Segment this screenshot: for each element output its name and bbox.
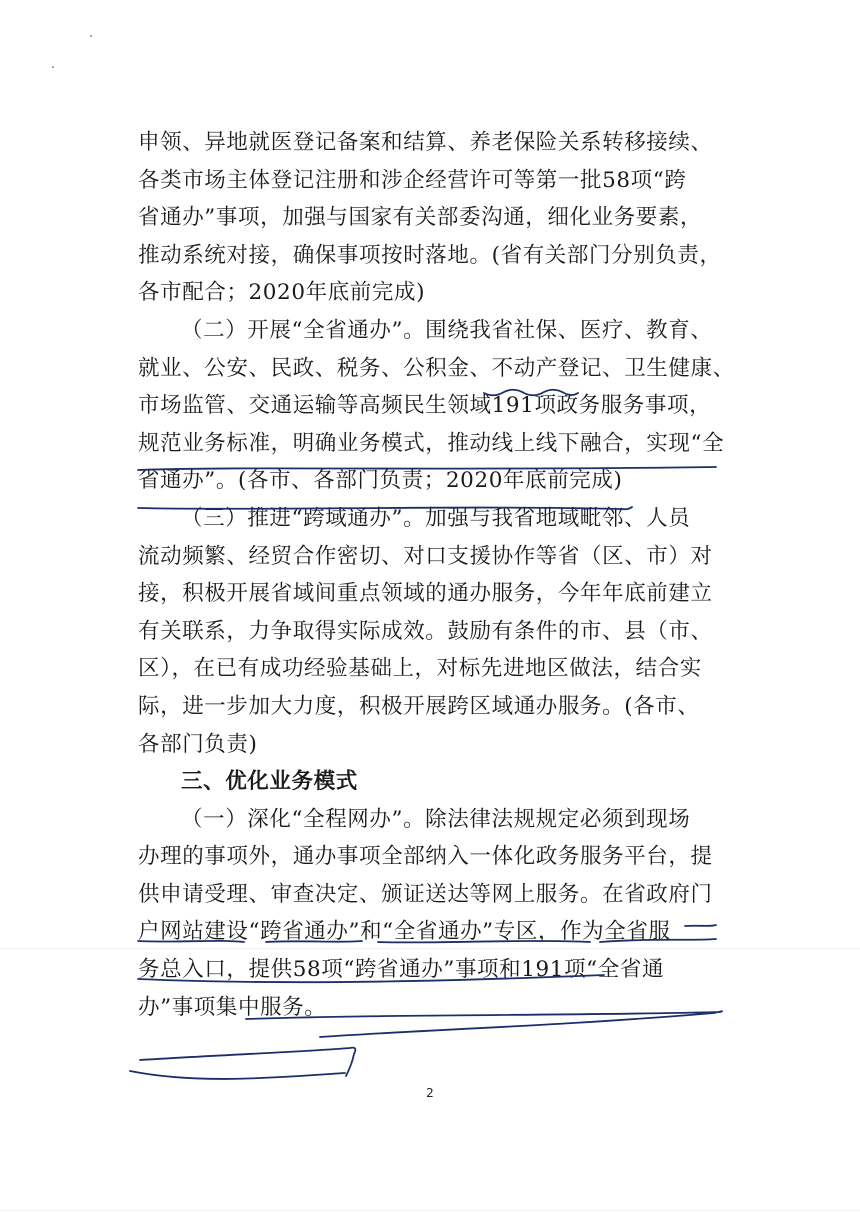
scan-speck [52, 66, 54, 68]
text-line: 推动系统对接，确保事项按时落地。(省有关部门分别负责， [138, 242, 722, 268]
text-line: 市场监管、交通运输等高频民生领域191项政务服务事项， [138, 393, 712, 419]
text-line: 户网站建设“跨省通办”和“全省通办”专区，作为全省服 [138, 919, 671, 945]
text-line: 际，进一步加大力度，积极开展跨区域通办服务。(各市、 [138, 693, 700, 719]
text-line: 流动频繁、经贸合作密切、对口支援协作等省（区、市）对 [138, 543, 713, 569]
text-line: 各部门负责) [138, 731, 258, 757]
document-body [138, 124, 735, 1026]
text-line: 有关联系，力争取得实际成效。鼓励有条件的市、县（市、 [138, 618, 713, 644]
text-line: 办理的事项外，通办事项全部纳入一体化政务服务平台，提 [138, 844, 713, 870]
text-line: 省通办”。(各市、各部门负责；2020年底前完成) [138, 468, 623, 494]
underline-mark [130, 1071, 345, 1079]
scan-artifact [0, 1210, 860, 1211]
text-line: 就业、公安、民政、税务、公积金、不动产登记、卫生健康、 [138, 355, 735, 381]
section-heading: 三、优化业务模式 [181, 769, 358, 795]
text-line: 各类市场主体登记注册和涉企经营许可等第一批58项“跨 [138, 167, 687, 193]
text-line: 接，积极开展省域间重点领域的通办服务，今年年底前建立 [138, 581, 713, 607]
text-line: 各市配合；2020年底前完成) [138, 280, 426, 306]
scan-speck [90, 35, 92, 37]
text-line: 区），在已有成功经验基础上，对标先进地区做法，结合实 [138, 656, 702, 682]
page-number: 2 [426, 1086, 434, 1100]
paragraph-start: （二）开展“全省通办”。围绕我省社保、医疗、教育、 [181, 317, 713, 343]
text-line: 供申请受理、审查决定、颁证送达等网上服务。在省政府门 [138, 881, 713, 907]
text-line: 申领、异地就医登记备案和结算、养老保险关系转移接续、 [138, 130, 713, 155]
text-line: 办”事项集中服务。 [138, 994, 327, 1020]
text-line: 省通办”事项，加强与国家有关部委沟通，细化业务要素， [138, 205, 703, 231]
underline-mark [140, 1048, 355, 1076]
paragraph-start: （三）推进“跨域通办”。加强与我省地域毗邻、人员 [181, 505, 691, 531]
text-line: 务总入口，提供58项“跨省通办”事项和191项“全省通 [138, 957, 665, 983]
text-line: 规范业务标准，明确业务模式，推动线上线下融合，实现“全 [138, 430, 725, 456]
paragraph-start: （一）深化“全程网办”。除法律法规规定必须到现场 [181, 806, 691, 832]
